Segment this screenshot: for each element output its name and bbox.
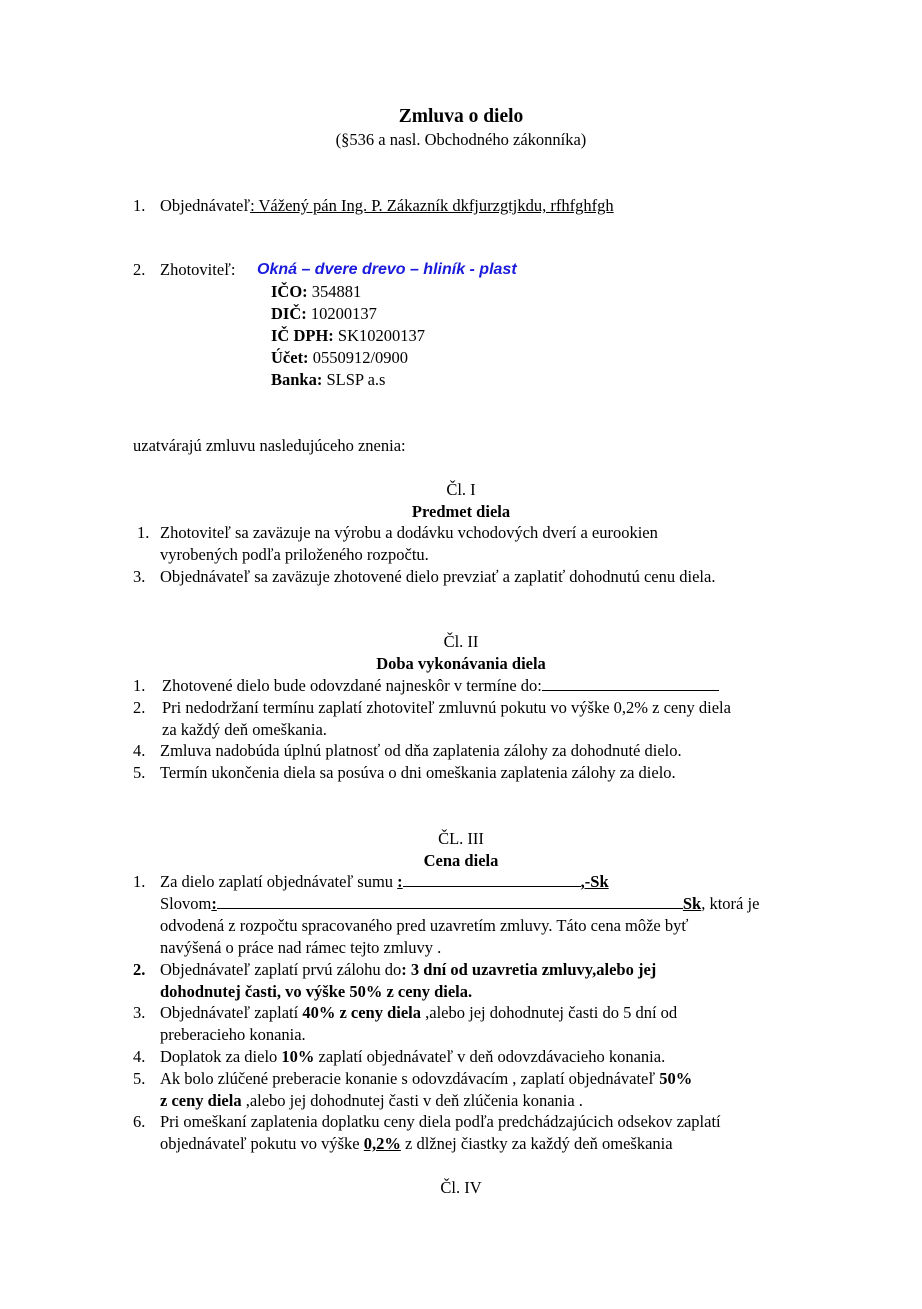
percent-bold: 50% — [659, 1069, 693, 1088]
percent-bold: 10% — [281, 1047, 315, 1066]
list-item-text: Pri nedodržaní termínu zaplatí zhotoviteľ zmluvnú pokutu vo výške 0,2% z ceny diela — [162, 698, 731, 717]
text: Ak bolo zlúčené preberacie konanie s odovzdávacím , zaplatí objednávateľ — [160, 1069, 660, 1088]
customer-value: : Vážený pán Ing. P. Zákazník dkfjurzgtjkdu, rfhfghfgh — [250, 196, 614, 215]
detail-value: 0550912/0900 — [308, 348, 409, 367]
deadline-text: Zhotovené dielo bude odovzdané najneskôr v termíne do: — [162, 676, 542, 695]
list-number: 2. — [133, 698, 146, 717]
list-number: 1. — [133, 872, 146, 891]
price-line — [160, 871, 609, 893]
list-item-text: Zhotoviteľ sa zaväzuje na výrobu a dodávku vchodových dverí a eurookien — [160, 523, 658, 542]
price-words-label: Slovom — [160, 894, 212, 913]
text: Objednávateľ zaplatí — [160, 1003, 303, 1022]
deposit-terms-cont: ,alebo jej — [592, 960, 657, 979]
text: Doplatok za dielo — [160, 1047, 282, 1066]
detail-label: DIČ: — [271, 304, 307, 323]
detail-label: Banka: — [271, 370, 323, 389]
document-title: Zmluva o dielo — [398, 106, 524, 127]
detail-value: 10200137 — [306, 304, 377, 323]
list-number: 6. — [133, 1112, 146, 1131]
contractor-ic-dph — [271, 325, 425, 347]
article-heading: Predmet diela — [411, 502, 511, 521]
list-number: 1. — [133, 196, 146, 215]
text: z dlžnej čiastky za každý deň omeškania — [400, 1134, 673, 1153]
customer-label: Objednávateľ — [160, 196, 251, 215]
article-heading: Cena diela — [423, 851, 499, 870]
article-number: Čl. I — [446, 480, 476, 499]
list-item-text: vyrobených podľa priloženého rozpočtu. — [160, 545, 429, 564]
list-item-text: za každý deň omeškania. — [162, 720, 327, 739]
percent-bold: 40% z ceny diela — [302, 1003, 422, 1022]
list-item-text — [160, 1133, 673, 1155]
list-number: 5. — [133, 1069, 146, 1088]
price-words-line — [160, 893, 759, 915]
price-colon: : — [397, 872, 403, 891]
contractor-label: Zhotoviteľ: — [160, 260, 236, 279]
text: ,alebo jej dohodnutej časti v deň zlúčenia konania . — [241, 1091, 583, 1110]
price-blank-field[interactable] — [403, 872, 581, 887]
list-item-text — [160, 1046, 665, 1068]
text: objednávateľ pokutu vo výške — [160, 1134, 364, 1153]
price-currency: ,-Sk — [580, 872, 609, 891]
price-words-currency: Sk — [682, 894, 702, 913]
list-number: 4. — [133, 1047, 146, 1066]
list-number: 5. — [133, 763, 146, 782]
detail-label: IČO: — [271, 282, 308, 301]
contractor-bank — [271, 369, 385, 391]
list-item-text: preberacieho konania. — [160, 1025, 306, 1044]
detail-label: Účet: — [271, 348, 309, 367]
list-item-text: Pri omeškaní zaplatenia doplatku ceny diela podľa predchádzajúcich odsekov zaplatí — [160, 1112, 721, 1131]
document-subtitle: (§536 a nasl. Obchodného zákonníka) — [335, 130, 587, 149]
detail-value: SLSP a.s — [322, 370, 386, 389]
contractor-name: Okná – dvere drevo – hliník - plast — [257, 261, 517, 278]
article-4-number: Čl. IV — [440, 1178, 482, 1197]
list-item-text — [160, 1002, 677, 1024]
list-number: 2. — [133, 260, 146, 279]
deposit-terms: : 3 dní od uzavretia zmluvy — [401, 960, 593, 979]
list-item-text: Termín ukončenia diela sa posúva o dni omeškania zaplatenia zálohy za dielo. — [160, 763, 676, 782]
list-item-text: odvodená z rozpočtu spracovaného pred uzavretím zmluvy. Táto cena môže byť — [160, 916, 689, 935]
penalty-percent: 0,2% — [363, 1134, 401, 1153]
list-number: 1. — [137, 523, 150, 542]
list-number: 3. — [133, 1003, 146, 1022]
deposit-text: Objednávateľ zaplatí prvú zálohu do — [160, 960, 402, 979]
text: zaplatí objednávateľ v deň odovzdávacieho konania. — [314, 1047, 666, 1066]
intro-text: uzatvárajú zmluvu nasledujúceho znenia: — [133, 436, 406, 455]
list-item-text: Zmluva nadobúda úplnú platnosť od dňa zaplatenia zálohy za dohodnuté dielo. — [160, 741, 682, 760]
contractor-account — [271, 347, 408, 369]
price-words-tail: , ktorá je — [701, 894, 760, 913]
list-number: 2. — [133, 960, 146, 979]
bold-text: z ceny diela — [160, 1091, 242, 1110]
list-item-text: navýšená o práce nad rámec tejto zmluvy . — [160, 938, 442, 957]
list-item-text: Objednávateľ sa zaväzuje zhotovené dielo prevziať a zaplatiť dohodnutú cenu diela. — [160, 567, 716, 586]
list-item-text — [162, 675, 719, 697]
list-item-text — [160, 1090, 583, 1112]
list-number: 1. — [133, 676, 146, 695]
text: ,alebo jej dohodnutej časti do 5 dní od — [421, 1003, 678, 1022]
list-item-text — [160, 1068, 692, 1090]
detail-value: SK10200137 — [333, 326, 426, 345]
list-number: 3. — [133, 567, 146, 586]
price-text: Za dielo zaplatí objednávateľ sumu — [160, 872, 398, 891]
customer-line — [160, 195, 614, 217]
detail-label: IČ DPH: — [271, 326, 334, 345]
list-item-text: dohodnutej časti, vo výške 50% z ceny diela. — [160, 982, 473, 1001]
list-item-text — [160, 959, 656, 981]
article-number: Čl. II — [443, 632, 479, 651]
article-heading: Doba vykonávania diela — [376, 654, 546, 673]
list-number: 4. — [133, 741, 146, 760]
contractor-dic — [271, 303, 377, 325]
deadline-blank-field[interactable] — [542, 676, 719, 691]
price-words-blank-field[interactable] — [217, 894, 683, 909]
detail-value: 354881 — [307, 282, 362, 301]
contractor-ico — [271, 281, 361, 303]
price-words-colon: : — [211, 894, 217, 913]
article-number: ČL. III — [438, 829, 484, 848]
